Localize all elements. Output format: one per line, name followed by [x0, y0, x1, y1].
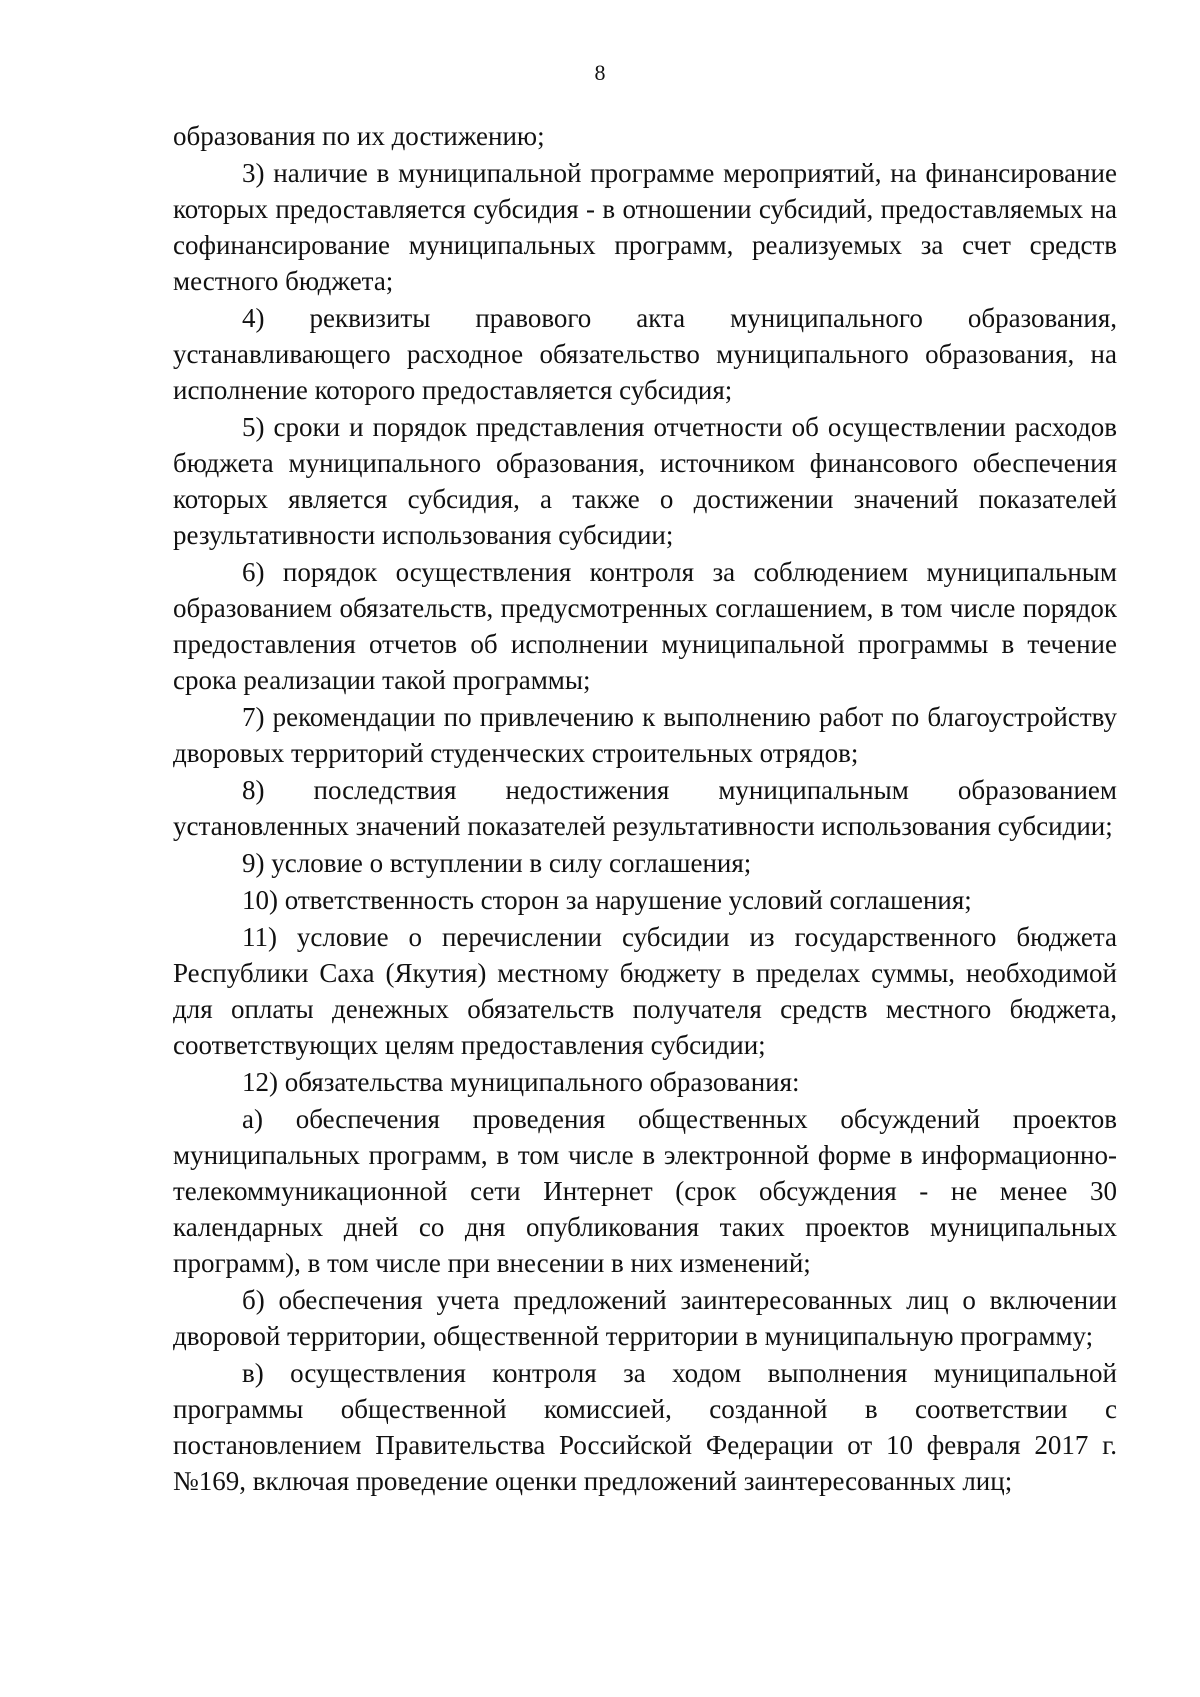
list-item-11: 11) условие о перечислении субсидии из государственного бюджета Республики Саха (Якутия) местному бюджету в пределах суммы, необходимой для оплаты денежных обязательств получателя средств местного бюджета, соответствующих целям предоставления субсидии;: [173, 922, 1117, 1060]
list-item-12: 12) обязательства муниципального образования:: [242, 1067, 800, 1097]
body-text: [173, 118, 1117, 1499]
list-item-6: 6) порядок осуществления контроля за соблюдением муниципальным образованием обязательств, предусмотренных соглашением, в том числе порядок предоставления отчетов об исполнении муниципальной программы в течение срока реализации такой программы;: [173, 557, 1117, 695]
list-item-4: 4) реквизиты правового акта муниципального образования, устанавливающего расходное обязательство муниципального образования, на исполнение которого предоставляется субсидия;: [173, 303, 1117, 405]
list-item-5: 5) сроки и порядок представления отчетности об осуществлении расходов бюджета муниципального образования, источником финансового обеспечения которых является субсидия, а также о достижении значений показателей результативности использования субсидии;: [173, 412, 1117, 550]
list-item-9: 9) условие о вступлении в силу соглашения;: [242, 848, 752, 878]
sub-item-a: а) обеспечения проведения общественных обсуждений проектов муниципальных программ, в том числе в электронной форме в информационно-телекоммуникационной сети Интернет (срок обсуждения - не менее 30 календарных дней со дня опубликования таких проектов муниципальных программ), в том числе при внесении в них изменений;: [173, 1104, 1117, 1278]
list-item-7: 7) рекомендации по привлечению к выполнению работ по благоустройству дворовых территорий студенческих строительных отрядов;: [173, 702, 1117, 768]
page-number: 8: [594, 60, 606, 85]
list-item-10: 10) ответственность сторон за нарушение условий соглашения;: [242, 885, 972, 915]
paragraph-continuation: образования по их достижению;: [173, 121, 545, 151]
sub-item-v: в) осуществления контроля за ходом выполнения муниципальной программы общественной комиссией, созданной в соответствии с постановлением Правительства Российской Федерации от 10 февраля 2017 г. №169, включая проведение оценки предложений заинтересованных лиц;: [173, 1358, 1117, 1496]
list-item-3: 3) наличие в муниципальной программе мероприятий, на финансирование которых предоставляется субсидия - в отношении субсидий, предоставляемых на софинансирование муниципальных программ, реализуемых за счет средств местного бюджета;: [173, 158, 1117, 296]
list-item-8: 8) последствия недостижения муниципальным образованием установленных значений показателей результативности использования субсидии;: [173, 775, 1117, 841]
sub-item-b: б) обеспечения учета предложений заинтересованных лиц о включении дворовой территории, общественной территории в муниципальную программу;: [173, 1285, 1117, 1351]
